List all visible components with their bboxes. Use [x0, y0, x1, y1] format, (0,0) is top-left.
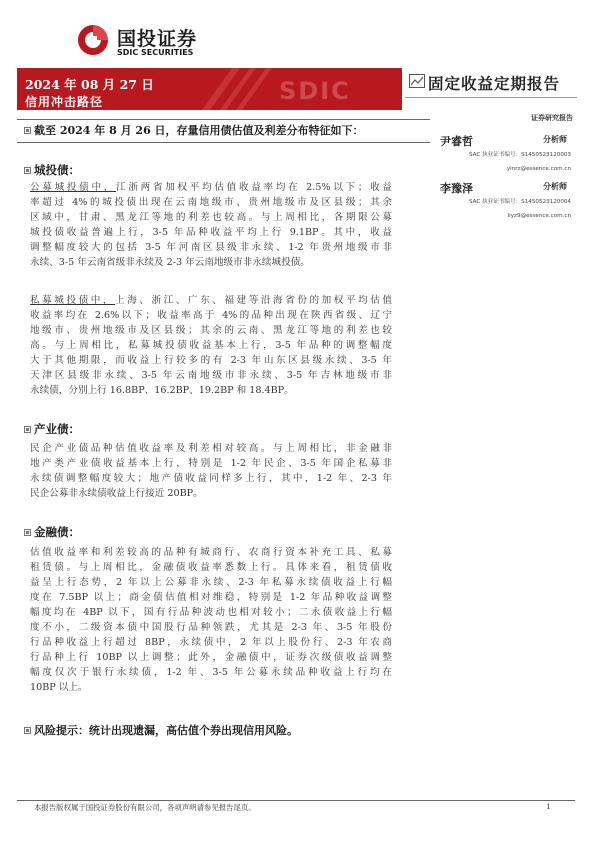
text-line: 区域中，甘肃、黑龙江等地的利差也较高。与上周相比，各期限公募	[30, 212, 392, 223]
paragraph-lead: 公募城投债中，	[30, 182, 117, 193]
report-type-label: 固定收益定期报告	[428, 74, 561, 93]
banner-watermark: SDIC	[279, 77, 351, 105]
text-line: 江浙两省加权平均估值收益率均在 2.5%以下；收益	[116, 182, 392, 193]
text-line: 收益率均在 2.6%以下；收益率高于 4%的品种出现在陕西省级、辽宁	[30, 310, 392, 321]
analyst-card	[440, 133, 575, 183]
analyst-sac-number: SAC 执业证书编号：S1450523120003	[468, 152, 571, 158]
section-heading-chengtou: 城投债：	[34, 163, 80, 177]
page-number: 1	[546, 802, 551, 811]
divider	[17, 119, 430, 120]
text-line: 天津区县级非永续、3-5 年云南地级市非永续、3-5 年吉林地级市非	[30, 370, 392, 381]
analyst-email[interactable]: yinrz@essence.com.cn	[506, 166, 571, 172]
text-line: 估值收益率和利差较高的品种有城商行、农商行资本补充工具、私募	[30, 547, 392, 558]
text-line: 永续、3-5 年云南省级非永续及 2-3 年云南地级市非永续城投债。	[30, 257, 310, 268]
text-line: 民企公募非永续债收益上行接近 20BP。	[30, 488, 203, 499]
section-bullet-icon	[24, 426, 31, 433]
text-line: 行品种上行 10BP 以上调整；此外，金融债中，证券次级债收益调整	[30, 652, 392, 663]
company-logo	[75, 22, 200, 62]
section-bullet-icon	[24, 529, 31, 536]
text-line: 租赁债。与上周相比，金融债收益率悉数上行。具体来看，租赁债收	[30, 562, 392, 573]
report-date: 2024 年 08 月 27 日	[25, 77, 154, 92]
logo-mark-icon	[75, 22, 111, 58]
text-line: 度不小，二级资本债中国股行品种领跌，尤其是 2-3 年、3-5 年股份	[30, 622, 392, 633]
logo-text-cn: 国投证券	[117, 28, 198, 50]
risk-warning: 风险提示：统计出现遗漏，高估值个券出现信用风险。	[34, 724, 298, 737]
text-line: 地产类产业债收益基本上行，特别是 1-2 年民企、3-5 年国企私募非	[30, 458, 392, 469]
logo-text-en: SDIC SECURITIES	[117, 48, 194, 57]
divider	[405, 97, 577, 98]
text-line: 民企产业债品种估值收益率及利差相对较高。与上周相比，非金融非	[30, 443, 392, 454]
intro-text: 截至 2024 年 8 月 26 日，存量信用债估值及利差分布特征如下：	[34, 124, 364, 137]
report-series: 信用冲击路径	[25, 95, 104, 109]
line-chart-icon	[409, 74, 425, 88]
title-banner	[17, 68, 402, 110]
text-line: 上海、浙江、广东、福建等沿海省份的加权平均估值	[115, 295, 393, 306]
paragraph-jinrong	[30, 545, 392, 695]
footer-divider	[17, 800, 575, 801]
analyst-email[interactable]: liyz9@essence.com.cn	[507, 213, 571, 219]
text-line: 大于其他期限，而收益上行较多的有 2-3 年山东区县级永续、3-5 年	[30, 355, 392, 366]
banner-stripes-decoration	[192, 68, 272, 110]
section-bullet-icon	[24, 167, 31, 174]
bullet-icon	[24, 127, 31, 134]
text-line: 率超过 4%的城投债出现在云南地级市、贵州地级市及区县级；其余	[30, 197, 392, 208]
text-line: 地级市、贵州地级市及区县级；其余的云南、黑龙江等地的利差也较	[30, 325, 392, 336]
text-line: 幅度均在 4BP 以下，国有行品种波动也相对较小；二永债收益上行幅	[30, 607, 392, 618]
analyst-card	[440, 180, 575, 230]
paragraph-private-chengtou	[30, 293, 392, 398]
analyst-title: 分析师	[543, 181, 567, 191]
text-line: 幅度仅次于银行永续债，1-2 年、3-5 年公募永续品种收益上行均在	[30, 667, 392, 678]
research-report-label: 证券研究报告	[531, 113, 573, 122]
text-line: 益呈上行态势，2 年以上公募非永续、2-3 年私募永续债收益上行幅	[30, 577, 392, 588]
divider	[17, 142, 430, 143]
text-line: 行品种收益上行超过 8BP，永续债中，2 年以上股份行、2-3 年农商	[30, 637, 392, 648]
paragraph-lead: 私募城投债中，	[30, 295, 116, 306]
paragraph-chanye	[30, 441, 392, 501]
report-type	[409, 72, 579, 92]
text-line: 10BP 以上。	[30, 682, 88, 693]
section-heading-chanye: 产业债：	[34, 422, 80, 436]
analyst-name: 李豫泽	[440, 182, 473, 195]
text-line: 永续债，分别上行 16.8BP、16.2BP、19.2BP 和 18.4BP。	[30, 385, 294, 396]
section-bullet-icon	[24, 727, 31, 734]
text-line: 城投债收益普遍上行，3-5 年品种收益平均上行 9.1BP。其中，收益	[30, 227, 392, 238]
text-line: 度在 7.5BP 以上；商金债估值相对维稳，特别是 1-2 年品种收益调整	[30, 592, 392, 603]
text-line: 永续债调整幅度较大；地产债收益同样多上行，其中，1-2 年、2-3 年	[30, 473, 392, 484]
paragraph-public-chengtou	[30, 180, 392, 270]
analyst-sac-number: SAC 执业证书编号：S1450523120004	[468, 199, 571, 205]
analyst-title: 分析师	[543, 134, 567, 144]
text-line: 高。与上周相比，私募城投债收益基本上行，3-5 年品种的调整幅度	[30, 340, 392, 351]
section-heading-jinrong: 金融债：	[34, 525, 80, 539]
analyst-name: 尹睿哲	[440, 135, 473, 148]
footer-disclaimer: 本报告版权属于国投证券股份有限公司，各项声明请参见报告尾页。	[34, 803, 256, 812]
text-line: 调整幅度较大的包括 3-5 年河南区县级非永续、1-2 年贵州地级市非	[30, 242, 392, 253]
